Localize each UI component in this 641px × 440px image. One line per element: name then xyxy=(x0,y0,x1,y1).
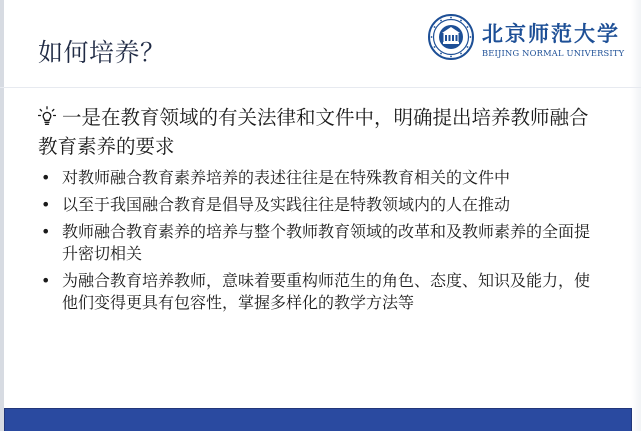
footer-gap xyxy=(0,431,641,440)
main-point-text: 一是在教育领域的有关法律和文件中，明确提出培养教师融合教育素养的要求 xyxy=(38,106,589,158)
logo-english-name: BEIJING NORMAL UNIVERSITY xyxy=(482,48,625,58)
bullet-dot-icon: • xyxy=(41,222,51,241)
logo-chinese-name: 北京师范大学 xyxy=(482,21,620,46)
university-seal-icon xyxy=(428,14,474,60)
university-logo xyxy=(428,14,634,66)
bullet-dot-icon: • xyxy=(41,271,51,290)
footer-bar xyxy=(4,408,632,432)
list-item xyxy=(38,221,598,265)
list-item xyxy=(38,167,598,189)
sub-point-text: 教师融合教育素养的培养与整个教师教育领域的改革和及教师素养的全面提升密切相关 xyxy=(62,222,591,263)
bullet-dot-icon: • xyxy=(41,195,51,214)
list-item xyxy=(38,194,598,216)
right-edge-shadow xyxy=(631,0,641,440)
title-divider xyxy=(0,87,641,88)
sub-point-text: 为融合教育培养教师，意味着要重构师范生的角色、态度、知识及能力，使他们变得更具有包容性，掌握多样化的教学方法等 xyxy=(62,271,591,312)
sub-point-list xyxy=(38,167,598,319)
sub-point-text: 以至于我国融合教育是倡导及实践往往是特教领域内的人在推动 xyxy=(62,195,511,214)
lightbulb-icon xyxy=(38,106,56,126)
main-point xyxy=(38,103,598,161)
sub-point-text: 对教师融合教育素养培养的表述往往是在特殊教育相关的文件中 xyxy=(62,168,511,187)
list-item xyxy=(38,270,598,314)
left-edge-strip xyxy=(0,0,4,440)
slide-title: 如何培养？ xyxy=(38,38,166,67)
bullet-dot-icon: • xyxy=(41,168,51,187)
